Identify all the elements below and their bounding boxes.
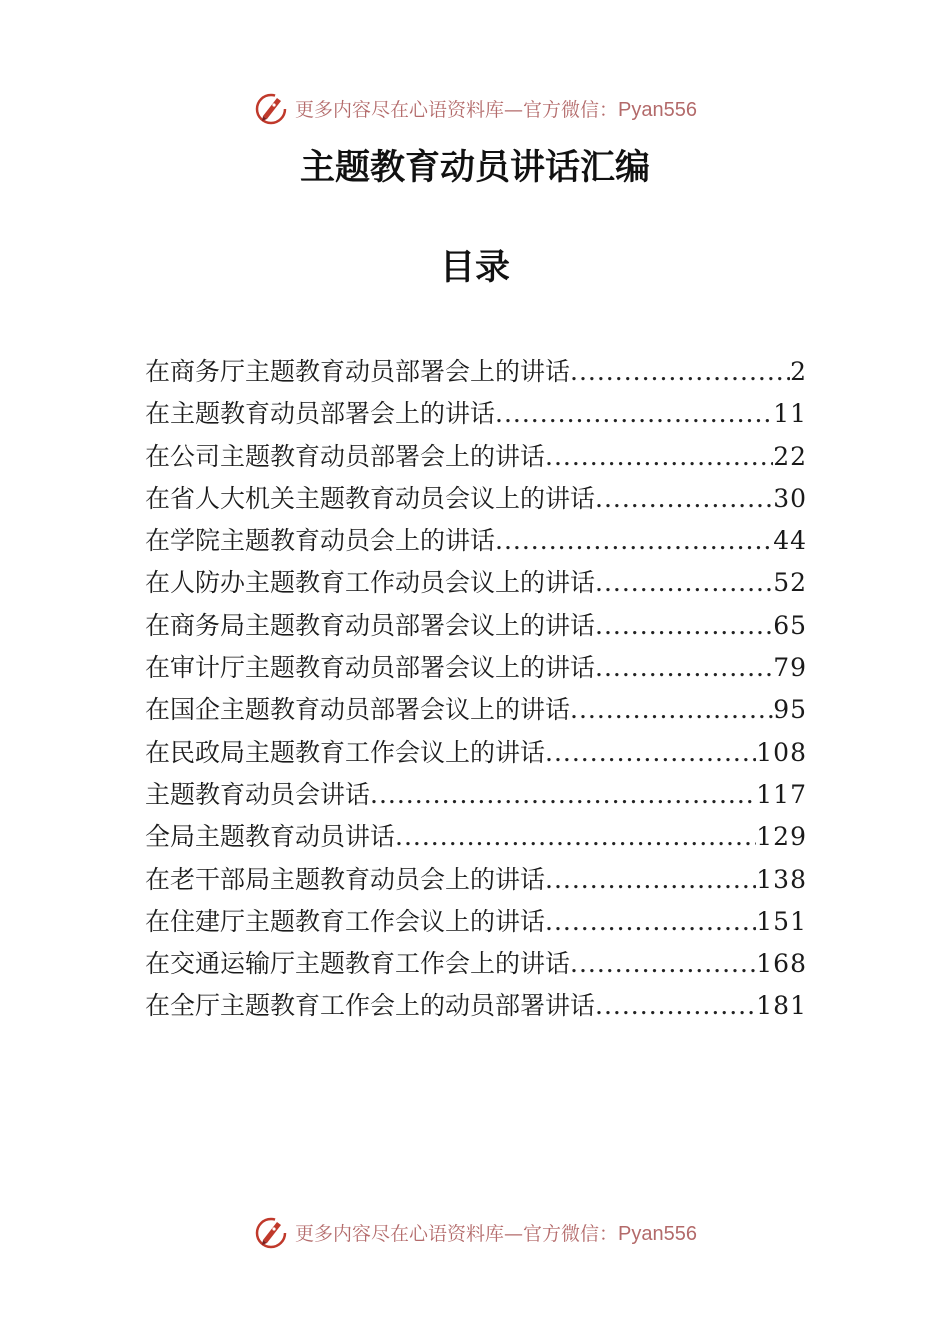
- footer-banner-label: 更多内容尽在心语资料库—官方微信：: [295, 1222, 619, 1245]
- toc-entry-page: 22: [773, 441, 807, 471]
- toc-entry-page: 117: [756, 779, 807, 809]
- footer-banner-wechat: Pyan556: [618, 1222, 697, 1245]
- toc-leader-dots: [545, 436, 773, 478]
- toc-entry[interactable]: [145, 436, 807, 478]
- toc-leader-dots: [595, 985, 756, 1027]
- toc-heading: 目录: [439, 247, 510, 288]
- toc-leader-dots: [395, 816, 756, 858]
- toc-entry[interactable]: [145, 351, 807, 393]
- toc-entry-page: 129: [756, 822, 807, 852]
- toc-leader-dots: [545, 859, 756, 901]
- header-banner-wechat: Pyan556: [618, 98, 697, 121]
- toc-entry[interactable]: [145, 985, 807, 1027]
- toc-leader-dots: [570, 689, 773, 731]
- toc-entry[interactable]: [145, 816, 807, 858]
- header-banner-label: 更多内容尽在心语资料库—官方微信：: [295, 98, 619, 121]
- toc-entry[interactable]: [145, 520, 807, 562]
- toc-entry[interactable]: [145, 859, 807, 901]
- header-banner-text: [295, 95, 697, 122]
- toc-entry-page: 151: [756, 906, 807, 936]
- footer-banner-text: [295, 1219, 697, 1246]
- toc-leader-dots: [570, 943, 756, 985]
- toc-entry-title: 在省人大机关主题教育动员会议上的讲话: [145, 483, 596, 513]
- pen-nib-logo-icon: [253, 1214, 289, 1250]
- toc-entry-page: 65: [773, 610, 807, 640]
- toc-leader-dots: [545, 901, 756, 943]
- toc-entry[interactable]: [145, 393, 807, 435]
- toc-entry-title: 在主题教育动员部署会上的讲话: [145, 399, 496, 429]
- toc-entry-title: 在人防办主题教育工作动员会议上的讲话: [145, 568, 596, 598]
- toc-entry[interactable]: [145, 605, 807, 647]
- toc-entry-page: 2: [790, 357, 807, 386]
- toc-leader-dots: [370, 774, 756, 816]
- toc-leader-dots: [570, 351, 790, 393]
- toc-entry-title: 全局主题教育动员讲话: [145, 822, 396, 852]
- toc-leader-dots: [595, 478, 773, 520]
- toc-entry-page: 181: [756, 991, 807, 1021]
- toc-entry-title: 在民政局主题教育工作会议上的讲话: [145, 737, 546, 767]
- toc-entry-title: 主题教育动员会讲话: [145, 779, 371, 809]
- toc-entry-page: 168: [756, 949, 807, 979]
- toc-entry-page: 108: [756, 737, 807, 767]
- toc-entry-title: 在交通运输厅主题教育工作会上的讲话: [145, 949, 571, 979]
- toc-leader-dots: [595, 647, 773, 689]
- toc-leader-dots: [595, 605, 773, 647]
- toc-leader-dots: [495, 520, 773, 562]
- toc-entry[interactable]: [145, 901, 807, 943]
- toc-entry-page: 52: [773, 568, 807, 598]
- table-of-contents: [145, 351, 807, 1028]
- toc-entry-page: 79: [773, 653, 807, 683]
- toc-entry[interactable]: [145, 647, 807, 689]
- toc-entry-title: 在全厅主题教育工作会上的动员部署讲话: [145, 991, 596, 1021]
- toc-entry[interactable]: [145, 943, 807, 985]
- toc-entry-title: 在商务厅主题教育动员部署会上的讲话: [145, 357, 571, 386]
- toc-entry-title: 在国企主题教育动员部署会议上的讲话: [145, 695, 571, 725]
- toc-entry-title: 在住建厅主题教育工作会议上的讲话: [145, 906, 546, 936]
- toc-entry[interactable]: [145, 774, 807, 816]
- pen-nib-logo-icon: [253, 90, 289, 126]
- toc-entry-title: 在学院主题教育动员会上的讲话: [145, 526, 496, 556]
- toc-entry[interactable]: [145, 732, 807, 774]
- toc-entry-page: 44: [773, 526, 807, 556]
- toc-entry-title: 在审计厅主题教育动员部署会议上的讲话: [145, 653, 596, 683]
- toc-entry-page: 138: [756, 864, 807, 894]
- toc-leader-dots: [495, 393, 773, 435]
- toc-entry-page: 11: [773, 399, 807, 429]
- toc-leader-dots: [545, 732, 756, 774]
- toc-entry[interactable]: [145, 478, 807, 520]
- toc-entry-title: 在老干部局主题教育动员会上的讲话: [145, 864, 546, 894]
- document-title: 主题教育动员讲话汇编: [299, 147, 650, 188]
- toc-entry-title: 在公司主题教育动员部署会上的讲话: [145, 441, 546, 471]
- toc-entry[interactable]: [145, 562, 807, 604]
- header-banner: [0, 88, 950, 128]
- footer-banner: [0, 1212, 950, 1252]
- toc-entry-page: 30: [773, 483, 807, 513]
- toc-entry-page: 95: [773, 695, 807, 725]
- toc-entry-title: 在商务局主题教育动员部署会议上的讲话: [145, 610, 596, 640]
- toc-entry[interactable]: [145, 689, 807, 731]
- toc-leader-dots: [595, 562, 773, 604]
